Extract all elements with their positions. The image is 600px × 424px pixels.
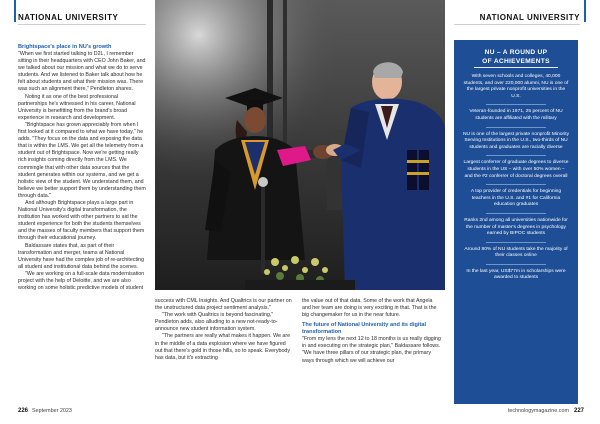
section-subhead: The future of National University and its digital transformation [302,322,427,336]
left-header-divider [18,24,146,25]
paragraph: "The work with Qualtrics is beyond fascinating," Pendleton adds, also alluding to a new not-ready-to-announce new student information system. [155,312,278,333]
right-accent-rule [584,0,586,22]
sidebar-title-underline [474,67,558,68]
paragraph: "We are working on a full-scale data modernisation project with the help of Deloitte, and we are also working on some holistic predictive models of student [18,270,145,292]
achievement-item: Ranks 2nd among all universities nationwide for the number of master's degrees in psychology earned by BIPOC students [464,217,568,237]
achievement-item: Veteran-founded in 1971, 25 percent of NU students are affiliated with the military [469,109,563,121]
site-name: technologymagazine.com [507,408,569,414]
item-divider [486,213,546,214]
right-running-header: NATIONAL UNIVERSITY [479,13,580,22]
achievement-item: In the last year, US$77m in scholarships were awarded to students [466,268,566,281]
item-divider [486,242,546,243]
section-subhead: Brightspace's place in NU's growth [18,44,112,50]
achievements-sidebar [454,40,578,404]
issue-date: September 2023 [32,408,72,414]
left-running-header: NATIONAL UNIVERSITY [18,13,119,22]
achievement-item: Around 80% of NU students take the majority of their classes online [464,246,568,259]
paragraph: Noting it as one of the best professional partnerships he's witnessed in his career, National University is benefitting from the brand's broad experience in research and development. [18,93,136,121]
paragraph: Baldassare states that, as part of their transformation and merger, teams at National University have had the complex job of re-architecting all student and institutional data behind the scenes. [18,242,145,270]
paragraph: "Brightspace has grown appreciably from when I first looked at it compared to what we have today," he adds. "They focus on the data and exposing the data that is within the LMS. We get all the telemetry from a student out of Brightspace. Now we're getting really rich insights coming directly from the LMS. We commingle that with other data sources that the student generates within our systems, and we get a holistic view of the student. We understand them, and believe we better support them by understanding them through data." [18,121,146,199]
paragraph: "When we first started talking to D2L, I remember sitting in their headquarters with CEO John Baker, and we talked about our mission and what we do to serve students. And we listened to Baker talk about how he felt about students and what their mission was. There was such an alignment there," Pendleton shares. [18,51,146,93]
right-page-number: 227 [573,408,584,414]
item-divider [486,127,546,128]
left-page-number: 226 [18,408,29,414]
paragraph: "The partners are really what makes it happen. We are in the middle of a data explosion where we have figured out that there's gold in those hills, so to speak. Everybody has data, but it's extracting [155,333,291,361]
commencement-photo [155,0,445,290]
achievement-item: NU is one of the largest private nonprofit Minority Serving Institutions in the U.S., two-thirds of NU students and graduates are racially diverse [463,131,570,150]
graduation-handshake-image [155,0,445,290]
left-folio [18,408,72,414]
paragraph: the value out of that data. Some of the work that Angela and her team are doing is very exciting in that. That is the big changemaker for us in the near future. [302,298,437,319]
left-accent-rule [14,0,16,22]
article-column-2 [155,298,292,362]
achievement-item: With seven schools and colleges, 40,000 students, and over 220,000 alumni, NU is one of the largest private nonprofit universities in the U.S. [463,74,569,99]
achievement-item: Largest conferrer of graduate degrees to diverse students in the US – with over 50% women – and the #2 conferrer of doctoral degrees overall [463,160,569,179]
item-divider [486,155,546,156]
right-folio [508,408,584,414]
achievement-item: A top provider of credentials for beginning teachers in the U.S. and #1 for California education graduates [470,189,562,208]
paragraph: success with CML Insights. And Qualtrics is our partner on the unstructured data project sentiment analysis." [155,298,292,312]
paragraph: And although Brightspace plays a large part in National University's digital transformation, the institution has worked with other partners to aid the student experience for both the students themselves and the masses of faculty members that support them through their educational journey. [18,199,145,242]
item-divider [486,184,546,185]
article-column-3 [302,298,442,365]
paragraph: "From my lens the next 12 to 18 months is us really digging in and executing on the strategic plan," Baldassare follows. "We have three pillars of our strategic plan, the primary ways through which we will achieve our [302,336,441,364]
article-column-1 [18,44,148,292]
item-divider [486,104,546,105]
sidebar-title: NU – A ROUND UP OF ACHIEVEMENTS [482,49,550,65]
item-divider [486,264,546,265]
right-header-divider [454,24,580,25]
